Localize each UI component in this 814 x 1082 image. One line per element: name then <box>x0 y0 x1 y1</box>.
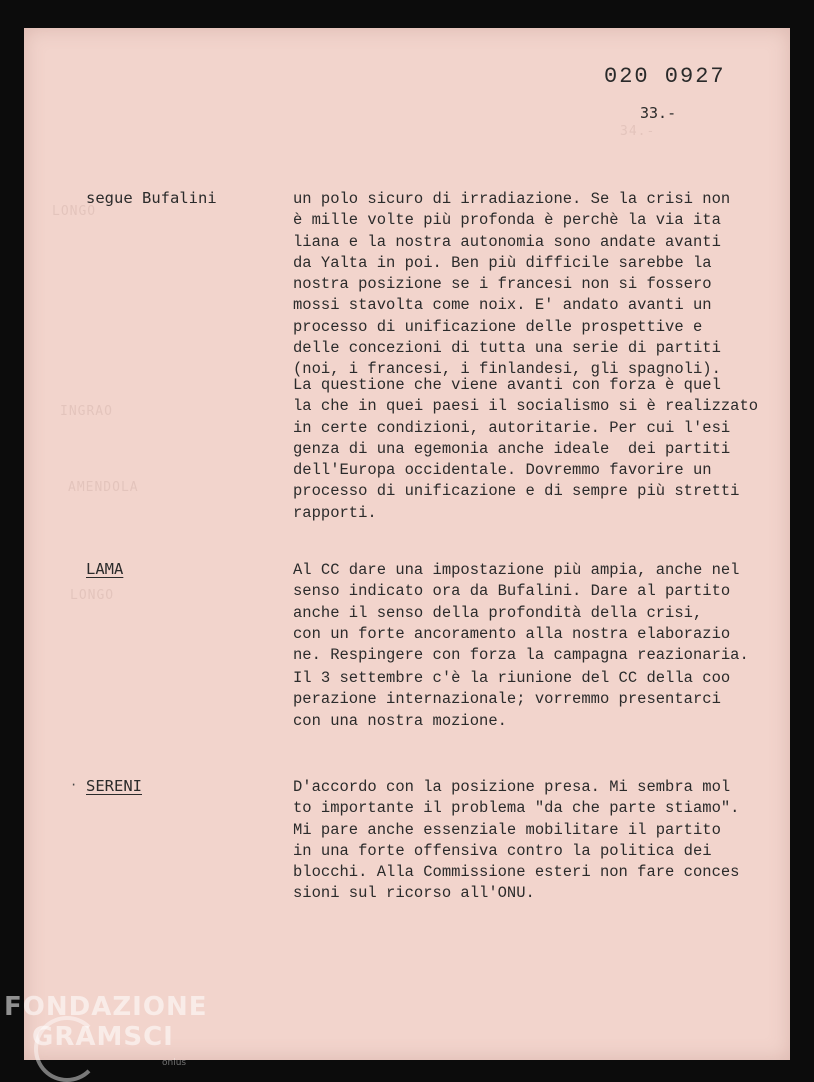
speaker-name: SERENI <box>86 777 142 795</box>
speaker-name: LAMA <box>86 560 124 578</box>
bleed-through-text: INGRAO <box>60 404 113 419</box>
stray-mark: · <box>70 778 78 792</box>
bleed-through-text: AMENDOLA <box>68 480 139 495</box>
watermark-line2: GRAMSCI <box>32 1022 174 1052</box>
page-number: 33.- <box>640 104 677 122</box>
document-page <box>24 28 790 1060</box>
watermark-small: onlus <box>162 1058 187 1068</box>
speaker-name: segue Bufalini <box>86 189 217 207</box>
speech-paragraph: Il 3 settembre c'è la riunione del CC della coo perazione internazionale; vorremmo presentarci con una nostra mozione. <box>293 669 731 730</box>
watermark-ring-icon <box>34 1016 100 1082</box>
speech-paragraph: La questione che viene avanti con forza è quel la che in quei paesi il socialismo si è realizzato in certe condizioni, autoritarie. Per cui l'esi genza di una egemonia anche ideale dei partiti dell'Europa occidentale. Dovremmo favorire un processo di unificazione e di sempre più stretti rapporti. <box>293 376 759 522</box>
bleed-through-text: LONGO <box>70 588 115 603</box>
speech-paragraph: un polo sicuro di irradiazione. Se la crisi non è mille volte più profonda è perchè la via ita liana e la nostra autonomia sono andate avanti da Yalta in poi. Ben più difficile sarebbe la nostra posizione se i francesi non si fossero mossi stavolta come noix. E' andato avanti un processo di unificazione delle prospettive e delle concezioni di tutta una serie di partiti (noi, i francesi, i finlandesi, gli spagnoli). <box>293 190 731 379</box>
bleed-through-text: LONGO <box>52 204 97 219</box>
watermark-logo <box>4 992 207 1052</box>
watermark-line1: FONDAZIONE <box>4 992 208 1022</box>
bleed-through-text: 34.- <box>620 124 656 139</box>
speech-paragraph: Al CC dare una impostazione più ampia, anche nel senso indicato ora da Bufalini. Dare al partito anche il senso della profondità della crisi, con un forte ancoramento alla nostra elaborazio ne. Respingere con forza la campagna reazionaria. <box>293 561 749 665</box>
archive-document-code: 020 0927 <box>604 64 726 89</box>
speech-paragraph: D'accordo con la posizione presa. Mi sembra mol to importante il problema "da che parte stiamo". Mi pare anche essenziale mobilitare il partito in una forte offensiva contro la politica dei blocchi. Alla Commissione esteri non fare conces sioni sul ricorso all'ONU. <box>293 778 740 903</box>
